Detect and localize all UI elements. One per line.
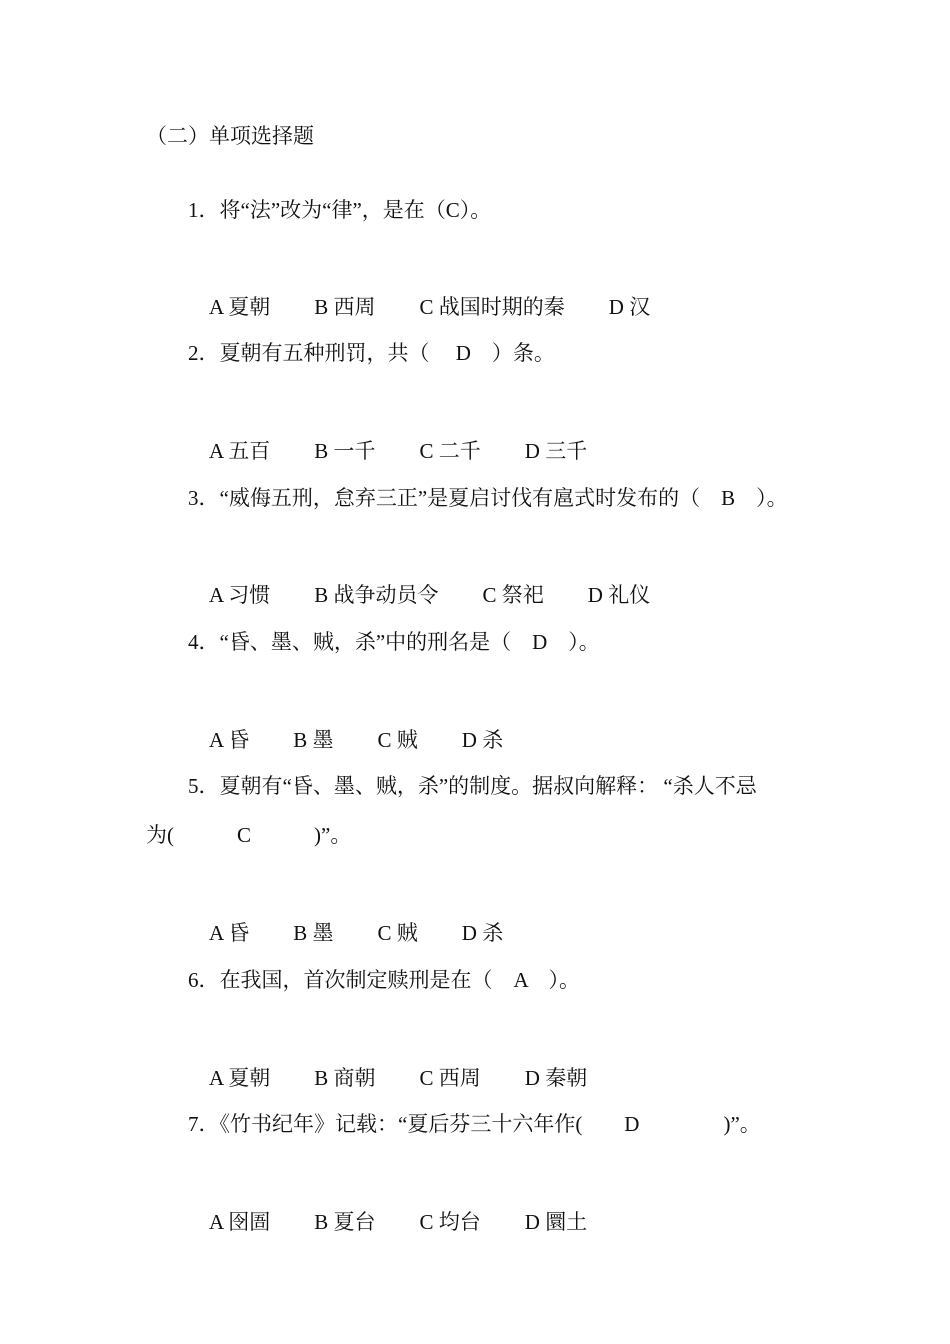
question-6-option-b: B 商朝	[314, 1066, 376, 1090]
question-7-option-a: A 囹圄	[209, 1210, 271, 1234]
question-3-option-b: B 战争动员令	[314, 583, 439, 607]
question-3-option-d: D 礼仪	[587, 583, 651, 607]
question-6: 6．在我国，首次制定赎刑是在（ A ）。	[188, 968, 581, 992]
question-5-option-d: D 杀	[461, 921, 504, 945]
question-7-option-c: C 均台	[419, 1210, 481, 1234]
question-4-option-b: B 墨	[293, 728, 334, 752]
question-3-option-c: C 祭祀	[482, 583, 544, 607]
question-7: 7．《竹书纪年》记载：“夏后芬三十六年作( D )”。	[188, 1112, 761, 1136]
question-7-options	[188, 1183, 587, 1261]
question-7-option-b: B 夏台	[314, 1210, 376, 1234]
question-6-options	[188, 1039, 587, 1117]
question-2-option-d: D 三千	[524, 439, 588, 463]
question-6-option-a: A 夏朝	[209, 1066, 271, 1090]
section-heading: （二）单项选择题	[146, 124, 314, 148]
question-3-option-a: A 习惯	[209, 583, 271, 607]
question-5: 5．夏朝有“昏、墨、贼，杀”的制度。据叔向解释： “杀人不忌	[188, 774, 757, 798]
question-1: 1．将“法”改为“律”，是在（C）。	[188, 198, 492, 222]
question-1-option-a: A 夏朝	[209, 295, 271, 319]
question-2-option-c: C 二千	[419, 439, 481, 463]
question-2-options	[188, 412, 587, 490]
question-5-option-c: C 贼	[377, 921, 418, 945]
question-3-options	[188, 556, 650, 634]
question-6-option-c: C 西周	[419, 1066, 481, 1090]
question-2: 2．夏朝有五种刑罚，共（ D ）条。	[188, 341, 555, 365]
question-1-option-b: B 西周	[314, 295, 376, 319]
question-5-option-b: B 墨	[293, 921, 334, 945]
question-1-option-d: D 汉	[608, 295, 651, 319]
question-6-option-d: D 秦朝	[524, 1066, 588, 1090]
question-4-option-a: A 昏	[209, 728, 250, 752]
question-4-option-d: D 杀	[461, 728, 504, 752]
question-4-options	[188, 701, 503, 779]
question-7-option-d: D 圜土	[524, 1210, 588, 1234]
question-1-options	[188, 268, 650, 346]
question-5-option-a: A 昏	[209, 921, 250, 945]
question-4: 4．“昏、墨、贼，杀”中的刑名是（ D ）。	[188, 630, 600, 654]
question-2-option-a: A 五百	[209, 439, 271, 463]
question-1-option-c: C 战国时期的秦	[419, 295, 565, 319]
question-3: 3．“威侮五刑，怠弃三正”是夏启讨伐有扈式时发布的（ B ）。	[188, 486, 788, 510]
question-4-option-c: C 贼	[377, 728, 418, 752]
question-2-option-b: B 一千	[314, 439, 376, 463]
question-5-continuation: 为( C )”。	[146, 823, 352, 847]
question-5-options	[188, 894, 503, 972]
